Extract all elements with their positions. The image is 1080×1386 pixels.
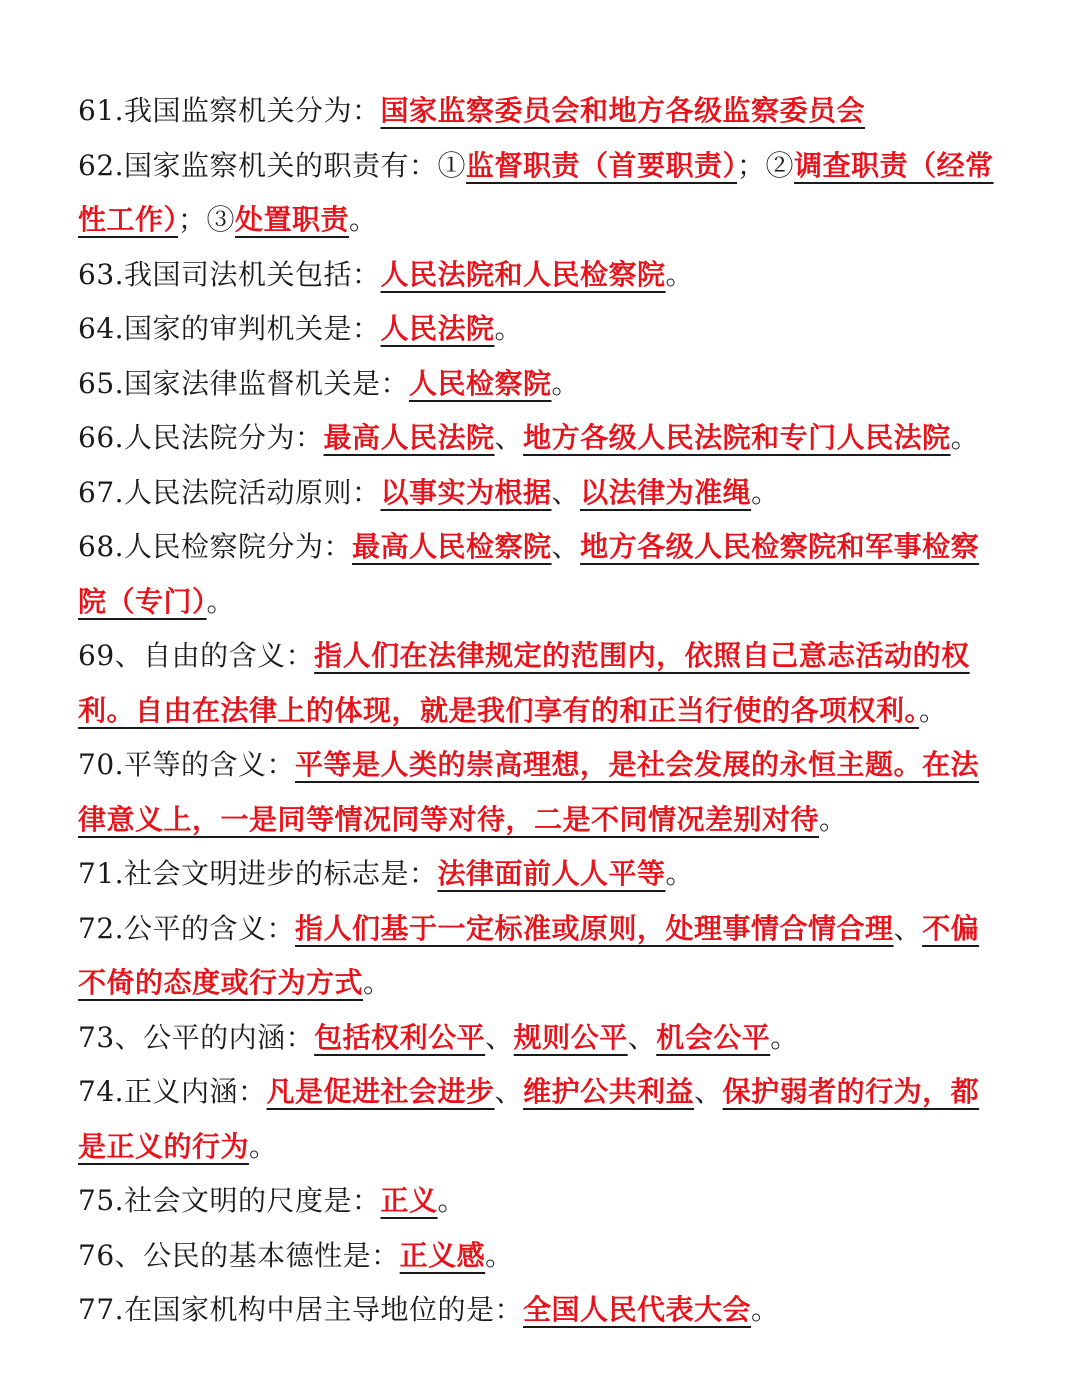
period: 。	[249, 1129, 278, 1163]
item-75	[78, 1174, 998, 1229]
question-text: 77.在国家机构中居主导地位的是：	[78, 1293, 524, 1326]
answer-text: 保护弱者的行为，都是正义的行为	[78, 1075, 980, 1163]
answer-text: 以法律为准绳	[580, 475, 752, 509]
separator: 、	[551, 475, 581, 509]
item-73	[78, 1011, 998, 1066]
period: 。	[665, 257, 695, 291]
separator: ；②	[737, 148, 795, 182]
answer-text: 最高人民法院	[323, 421, 495, 454]
item-71	[78, 847, 998, 902]
period: 。	[349, 203, 378, 236]
question-text: 65.国家法律监督机关是：	[78, 366, 410, 400]
item-70	[78, 738, 998, 847]
separator: 、	[485, 1020, 514, 1054]
answer-text: 指人们在法律规定的范围内，依照自己意志活动的权利。自由在法律上的体现，就是我们享有的和正当行使的各项权利。	[78, 639, 970, 727]
question-text: 66.人民法院分为：	[78, 421, 324, 454]
item-68	[78, 520, 998, 629]
answer-text: 正义感	[399, 1238, 486, 1272]
question-text: 69、自由的含义：	[78, 639, 315, 672]
question-text: 74.正义内涵：	[78, 1075, 267, 1108]
period: 。	[950, 421, 980, 454]
period: 。	[751, 475, 780, 509]
answer-text: 全国人民代表大会	[523, 1293, 752, 1326]
question-text: 67.人民法院活动原则：	[78, 475, 381, 509]
answer-text: 地方各级人民检察院和军事检察院（专门）	[78, 530, 980, 618]
question-text: 61.我国监察机关分为：	[78, 94, 381, 127]
question-text: 62.国家监察机关的职责有：①	[78, 148, 467, 182]
answer-text: 处置职责	[235, 203, 350, 236]
answer-text: 调查职责（经常性工作）	[78, 148, 994, 236]
item-65	[78, 357, 998, 412]
answer-text: 规则公平	[513, 1020, 628, 1054]
period: 。	[751, 1293, 780, 1326]
question-text: 75.社会文明的尺度是：	[78, 1184, 381, 1217]
separator: ；③	[178, 203, 236, 236]
item-74	[78, 1065, 998, 1174]
item-64	[78, 302, 998, 357]
period: 。	[551, 366, 581, 400]
period: 。	[363, 966, 392, 999]
answer-text: 最高人民检察院	[352, 530, 552, 563]
period: 。	[770, 1020, 799, 1054]
separator: 、	[694, 1075, 723, 1108]
separator: 、	[494, 1075, 524, 1108]
answer-text: 维护公共利益	[523, 1075, 695, 1108]
item-76	[78, 1229, 998, 1284]
question-text: 68.人民检察院分为：	[78, 530, 353, 563]
answer-text: 人民检察院	[409, 366, 552, 400]
question-text: 64.国家的审判机关是：	[78, 312, 381, 345]
document-page	[78, 84, 998, 1338]
period: 。	[437, 1184, 467, 1217]
answer-text: 地方各级人民法院和专门人民法院	[523, 421, 951, 454]
answer-text: 包括权利公平	[314, 1020, 486, 1054]
question-text: 71.社会文明进步的标志是：	[78, 857, 438, 890]
period: 。	[665, 857, 695, 890]
separator: 、	[494, 421, 524, 454]
item-63	[78, 248, 998, 303]
item-69	[78, 629, 998, 738]
item-62	[78, 139, 998, 248]
answer-text: 凡是促进社会进步	[266, 1075, 495, 1108]
answer-text: 人民法院	[380, 312, 495, 345]
separator: 、	[627, 1020, 657, 1054]
period: 。	[819, 802, 848, 836]
answer-text: 正义	[380, 1184, 438, 1217]
answer-text: 国家监察委员会和地方各级监察委员会	[380, 94, 866, 127]
answer-text: 平等是人类的崇高理想，是社会发展的永恒主题。在法律意义上，一是同等情况同等对待，二是不同情况差别对待	[78, 748, 980, 836]
period: 。	[919, 693, 948, 727]
answer-text: 机会公平	[656, 1020, 771, 1054]
question-text: 70.平等的含义：	[78, 748, 296, 781]
item-77	[78, 1283, 998, 1338]
item-61	[78, 84, 998, 139]
period: 。	[206, 584, 236, 618]
question-text: 76、公民的基本德性是：	[78, 1238, 400, 1272]
item-66	[78, 411, 998, 466]
answer-text: 不偏不倚的态度或行为方式	[78, 911, 980, 999]
separator: 、	[551, 530, 581, 563]
question-text: 73、公平的内涵：	[78, 1020, 315, 1054]
item-72	[78, 902, 998, 1011]
answer-text: 法律面前人人平等	[437, 857, 666, 890]
answer-text: 人民法院和人民检察院	[380, 257, 666, 291]
answer-text: 指人们基于一定标准或原则，处理事情合情合理	[295, 911, 894, 945]
period: 。	[485, 1238, 514, 1272]
answer-text: 监督职责（首要职责）	[466, 148, 738, 182]
question-text: 63.我国司法机关包括：	[78, 257, 381, 291]
separator: 、	[893, 911, 923, 945]
item-67	[78, 466, 998, 521]
question-text: 72.公平的含义：	[78, 911, 296, 945]
answer-text: 以事实为根据	[380, 475, 552, 509]
period: 。	[494, 312, 524, 345]
